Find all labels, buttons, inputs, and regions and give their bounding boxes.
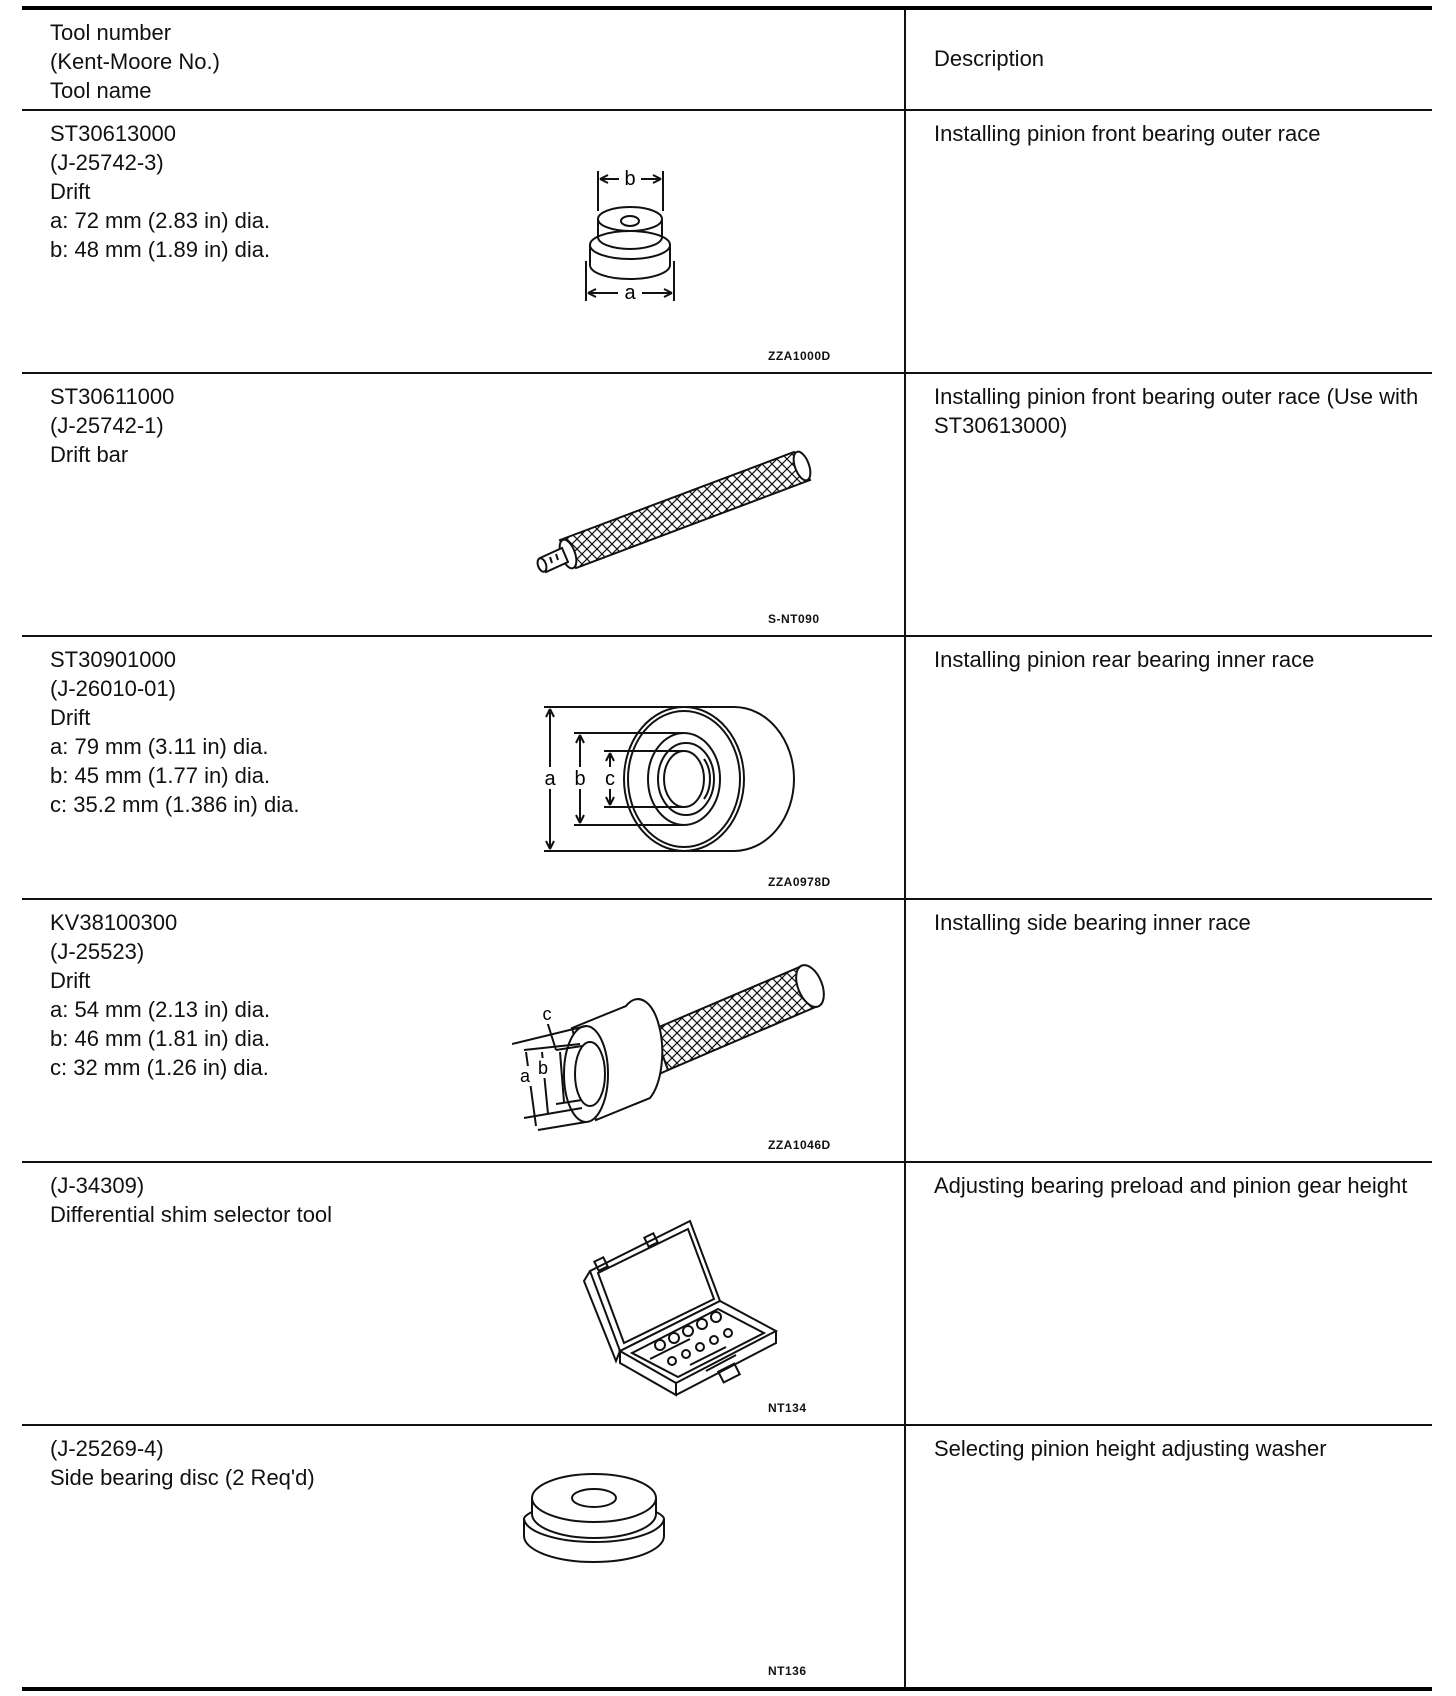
table-row [22, 374, 1432, 637]
tool-cell [22, 1163, 906, 1424]
tool-cell [22, 111, 906, 372]
dim-label-a: a [544, 768, 556, 790]
figure-code: ZZA1000D [768, 349, 831, 363]
description-text: Installing pinion front bearing outer race (Use with ST30613000) [934, 384, 1419, 438]
figure-code: ZZA1046D [768, 1138, 831, 1152]
header-tool-cell [22, 10, 906, 109]
dim-label-b: b [574, 768, 586, 790]
tool-cell [22, 1426, 906, 1687]
table-row [22, 637, 1432, 900]
description-cell [906, 900, 1432, 1161]
dim-label-a: a [624, 282, 636, 304]
description-text: Installing pinion rear bearing inner race [934, 647, 1315, 672]
tool-cell [22, 637, 906, 898]
figure-code: ZZA0978D [768, 875, 831, 889]
tool-info: ST30901000 (J-26010-01) Drift a: 79 mm (3.11 in) dia. b: 45 mm (1.77 in) dia. c: 35.2 mm (1.386 in) dia. [50, 647, 300, 817]
description-text: Installing side bearing inner race [934, 910, 1251, 935]
bearing-disc-icon [508, 1462, 678, 1582]
tool-info: KV38100300 (J-25523) Drift a: 54 mm (2.13 in) dia. b: 46 mm (1.81 in) dia. c: 32 mm (1.26 in) dia. [50, 910, 271, 1080]
description-cell [906, 1426, 1432, 1687]
description-text: Selecting pinion height adjusting washer [934, 1436, 1327, 1461]
table-bottom-border [22, 1687, 1432, 1691]
dim-label-c: c [605, 768, 615, 790]
drift-bar-icon [532, 444, 852, 584]
dim-label-b: b [537, 1058, 549, 1078]
drift-handle-icon [512, 958, 852, 1138]
table-row [22, 1426, 1432, 1687]
header-tool-label: Tool number (Kent-Moore No.) Tool name [50, 20, 220, 103]
figure-code: NT136 [768, 1664, 807, 1678]
header-description-label: Description [934, 46, 1045, 71]
table-row [22, 111, 1432, 374]
dim-label-a: a [519, 1066, 531, 1086]
tool-info: ST30611000 (J-25742-1) Drift bar [50, 384, 175, 467]
drift-ring-icon [534, 697, 814, 872]
description-text: Adjusting bearing preload and pinion gear height [934, 1173, 1408, 1198]
tool-info: (J-34309) Differential shim selector tool [50, 1173, 333, 1227]
figure-code: NT134 [768, 1401, 807, 1415]
description-cell [906, 374, 1432, 635]
description-cell [906, 637, 1432, 898]
description-cell [906, 1163, 1432, 1424]
description-cell [906, 111, 1432, 372]
tool-cell [22, 374, 906, 635]
description-text: Installing pinion front bearing outer race [934, 121, 1321, 146]
dim-label-c: c [542, 1004, 552, 1024]
drift-icon [582, 161, 702, 311]
table-row [22, 900, 1432, 1163]
figure-code: S-NT090 [768, 612, 820, 626]
special-tools-table [22, 6, 1432, 1691]
tool-info: (J-25269-4) Side bearing disc (2 Req'd) [50, 1436, 315, 1490]
dim-label-b: b [624, 168, 636, 190]
tool-info: ST30613000 (J-25742-3) Drift a: 72 mm (2.83 in) dia. b: 48 mm (1.89 in) dia. [50, 121, 271, 262]
tool-case-icon [580, 1201, 800, 1411]
table-header-row [22, 10, 1432, 111]
tool-cell [22, 900, 906, 1161]
header-description-cell [906, 10, 1432, 109]
table-row [22, 1163, 1432, 1426]
